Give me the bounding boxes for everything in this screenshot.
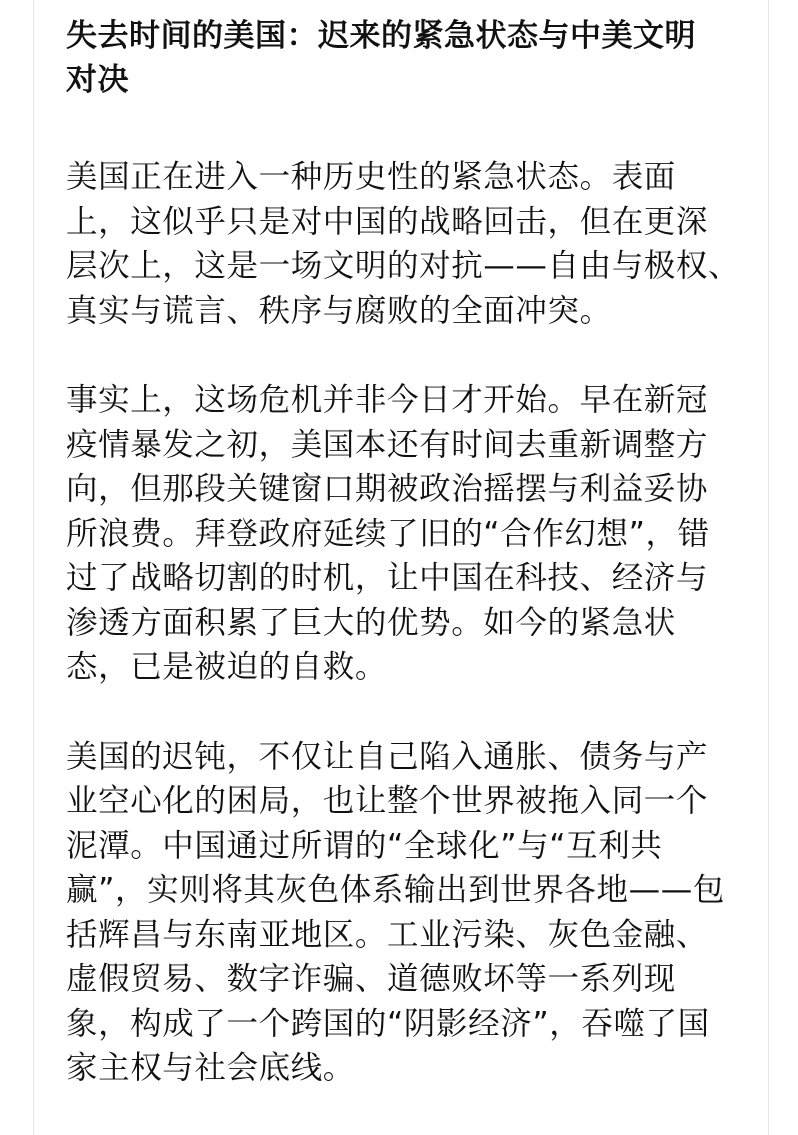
text-line: 向，但那段关键窗口期被政治摇摆与利益妥协	[66, 471, 709, 507]
article-body	[66, 14, 756, 1091]
text-line: 疫情暴发之初，美国本还有时间去重新调整方	[66, 426, 709, 463]
text-line: 美国的迟钝，不仅让自己陷入通胀、债务与产	[66, 738, 709, 775]
text-line: 家主权与社会底线。	[66, 1050, 355, 1086]
text-line: 所浪费。拜登政府延续了旧的“合作幻想”，错	[66, 515, 710, 552]
text-line: 真实与谎言、秩序与腐败的全面冲突。	[66, 292, 612, 329]
text-line: 象，构成了一个跨国的“阴影经济”，吞噬了国	[66, 1005, 710, 1042]
paragraph-2	[66, 378, 756, 690]
text-line: 赢”，实则将其灰色体系输出到世界各地——包	[66, 872, 725, 908]
text-line: 过了战略切割的时机，让中国在科技、经济与	[66, 560, 709, 596]
text-line: 层次上，这是一场文明的对抗——自由与极权、	[66, 248, 741, 284]
title-line: 对决	[66, 62, 129, 98]
article-title	[66, 14, 756, 102]
paragraph-3	[66, 735, 756, 1091]
text-line: 业空心化的困局，也让整个世界被拖入同一个	[66, 783, 709, 819]
title-line: 失去时间的美国：迟来的紧急状态与中美文明	[66, 18, 696, 54]
text-line: 括辉昌与东南亚地区。工业污染、灰色金融、	[66, 916, 709, 953]
text-line: 渗透方面积累了巨大的优势。如今的紧急状	[66, 604, 676, 641]
text-line: 事实上，这场危机并非今日才开始。早在新冠	[66, 382, 709, 418]
paragraph-1	[66, 155, 756, 333]
text-line: 态，已是被迫的自救。	[66, 649, 388, 685]
text-line: 虚假贸易、数字诈骗、道德败坏等一系列现	[66, 961, 676, 997]
text-line: 泥潭。中国通过所谓的“全球化”与“互利共	[66, 827, 663, 864]
text-line: 美国正在进入一种历史性的紧急状态。表面	[66, 159, 676, 195]
left-border-line	[33, 0, 34, 1135]
text-line: 上，这似乎只是对中国的战略回击，但在更深	[66, 203, 709, 240]
right-border-line	[768, 0, 769, 1135]
